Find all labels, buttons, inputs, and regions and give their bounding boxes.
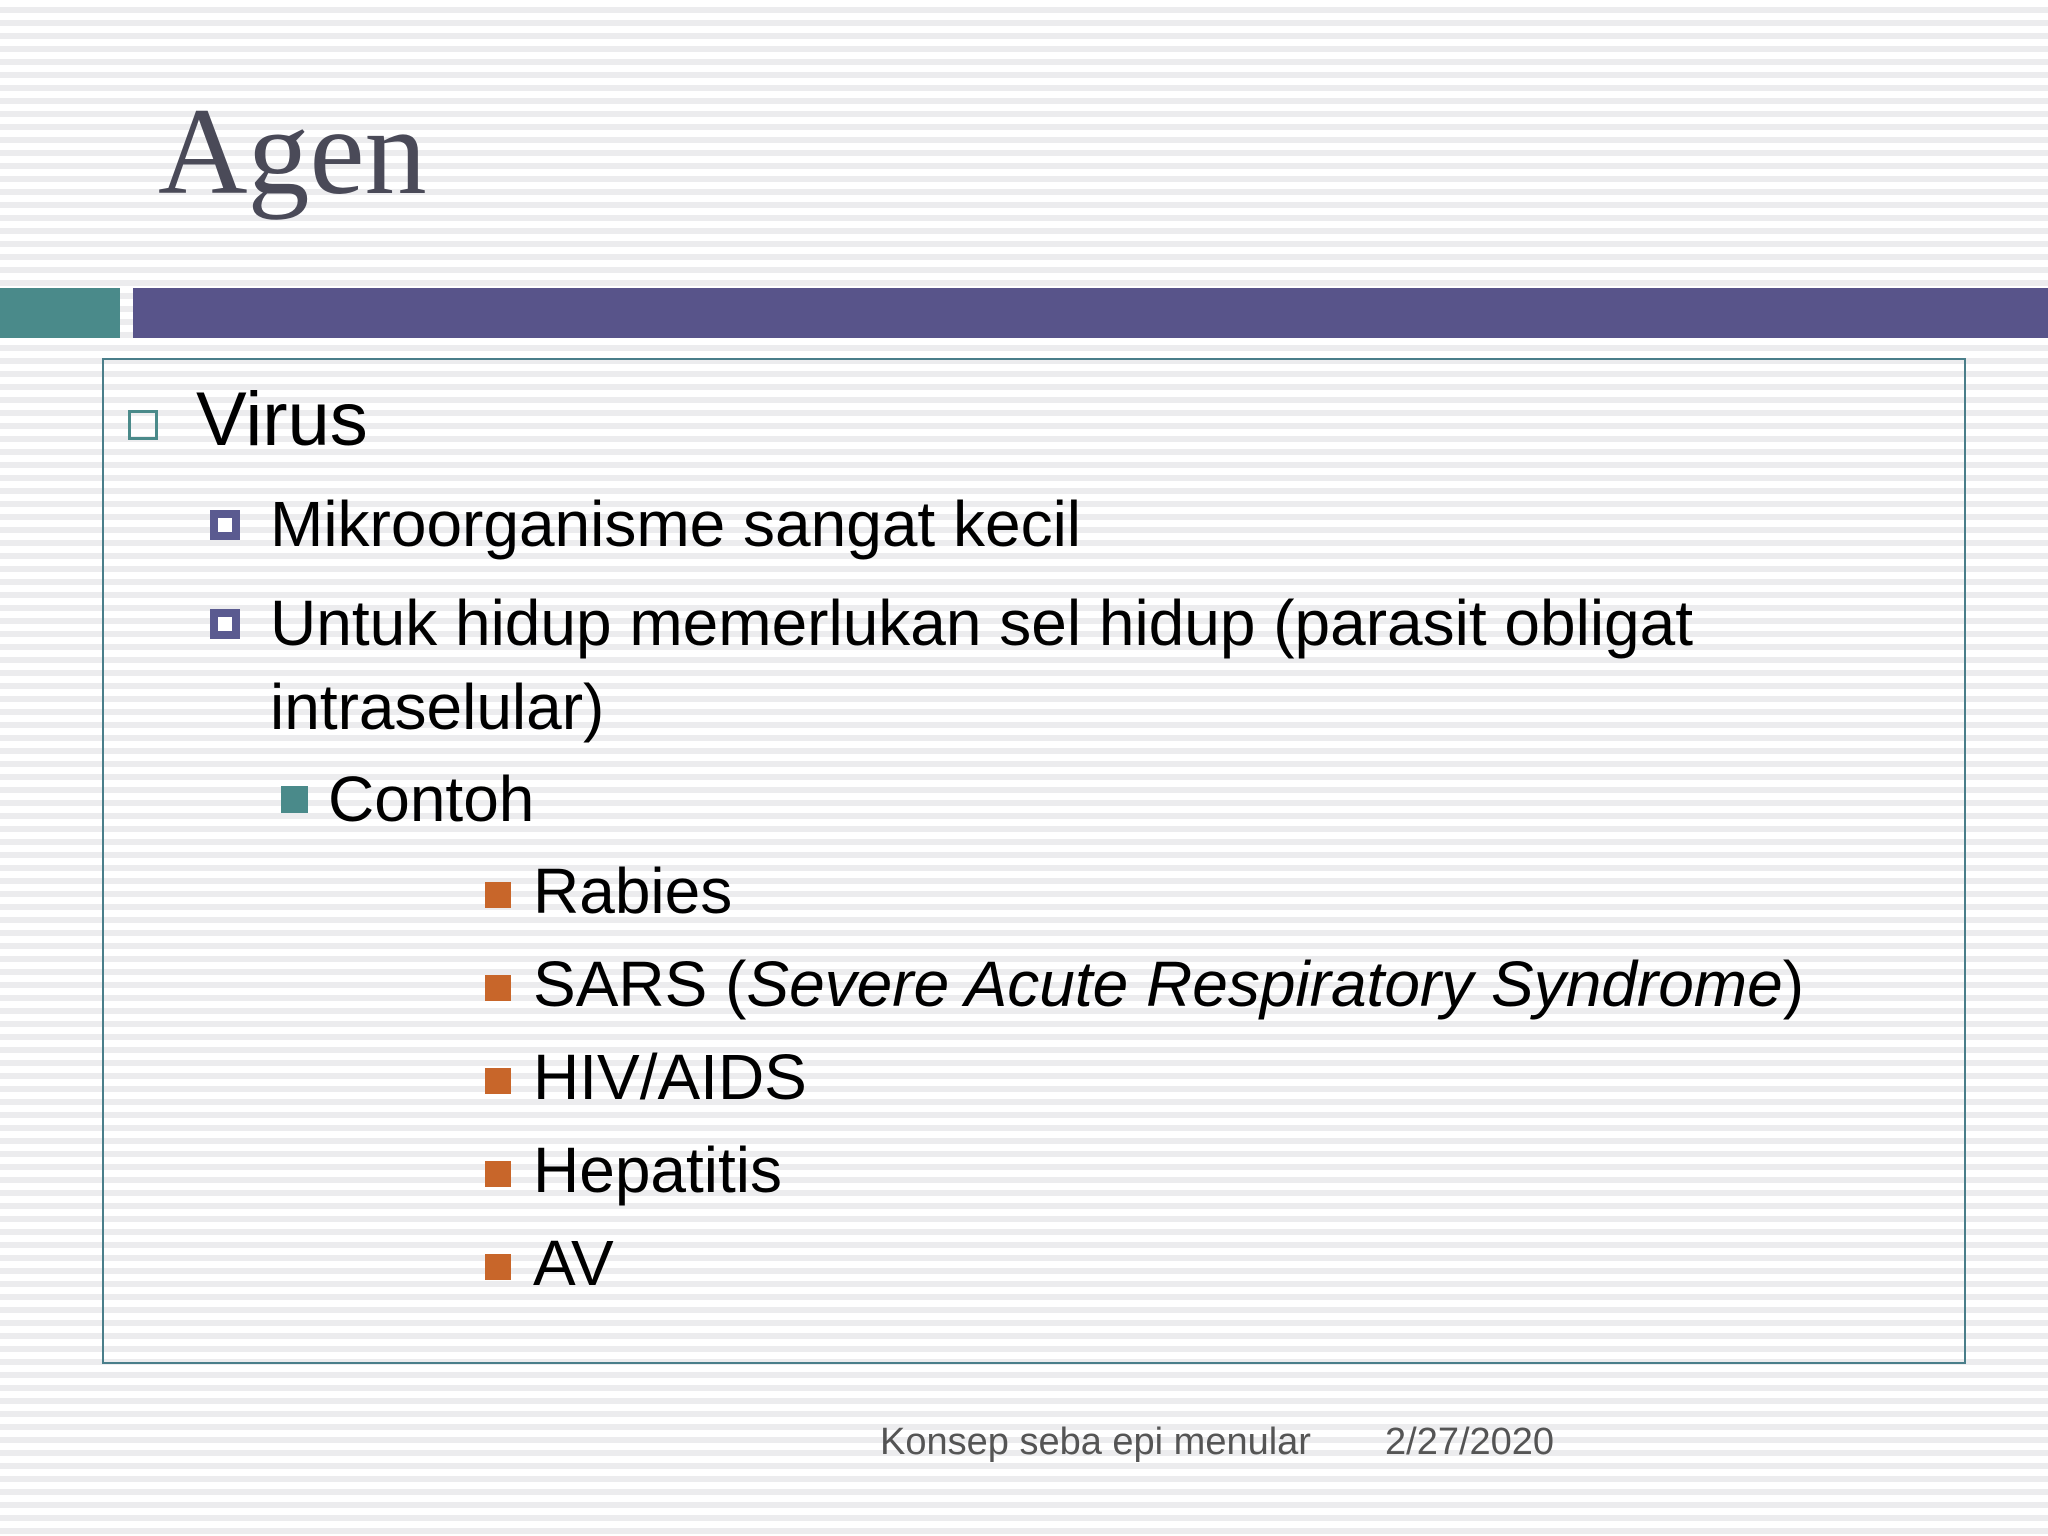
- example-text: AV: [533, 1227, 614, 1299]
- solid-orange-square-bullet-icon: [485, 1161, 511, 1187]
- bullet-text: Virus: [196, 377, 368, 462]
- solid-orange-square-bullet-icon: [485, 1068, 511, 1094]
- bullet-text: Contoh: [328, 763, 535, 835]
- example-hepatitis: [485, 1129, 782, 1212]
- example-text: HIV/AIDS: [533, 1041, 807, 1113]
- bullet-contoh: [281, 758, 534, 841]
- example-hiv-aids: [485, 1036, 807, 1119]
- solid-teal-square-bullet-icon: [281, 786, 308, 813]
- header-accent-purple-bar: [133, 288, 2048, 338]
- bullet-untuk-hidup: [210, 582, 1870, 750]
- slide-title: Agen: [158, 83, 427, 220]
- example-text: Rabies: [533, 855, 733, 927]
- solid-orange-square-bullet-icon: [485, 882, 511, 908]
- footer-text: Konsep seba epi menular: [880, 1421, 1311, 1463]
- footer-date: 2/27/2020: [1385, 1421, 1555, 1463]
- sars-expansion: Severe Acute Respiratory Syndrome: [746, 948, 1783, 1020]
- sars-prefix: SARS (: [533, 948, 747, 1020]
- solid-orange-square-bullet-icon: [485, 975, 511, 1001]
- sars-suffix: ): [1782, 948, 1804, 1020]
- example-rabies: [485, 850, 732, 933]
- example-text: [533, 943, 1804, 1026]
- example-sars: [485, 943, 1804, 1026]
- bullet-virus: [128, 374, 368, 465]
- example-text: Hepatitis: [533, 1134, 782, 1206]
- example-av: [485, 1222, 614, 1305]
- framed-square-bullet-icon: [210, 510, 240, 540]
- bullet-text: Untuk hidup memerlukan sel hidup (parasit obligat intraselular): [270, 587, 1693, 743]
- bullet-text: Mikroorganisme sangat kecil: [270, 488, 1081, 560]
- header-accent-teal-bar: [0, 288, 120, 338]
- framed-square-bullet-icon: [210, 609, 240, 639]
- bullet-mikroorganisme: [210, 483, 1870, 567]
- solid-orange-square-bullet-icon: [485, 1254, 511, 1280]
- hollow-square-bullet-icon: [128, 410, 158, 440]
